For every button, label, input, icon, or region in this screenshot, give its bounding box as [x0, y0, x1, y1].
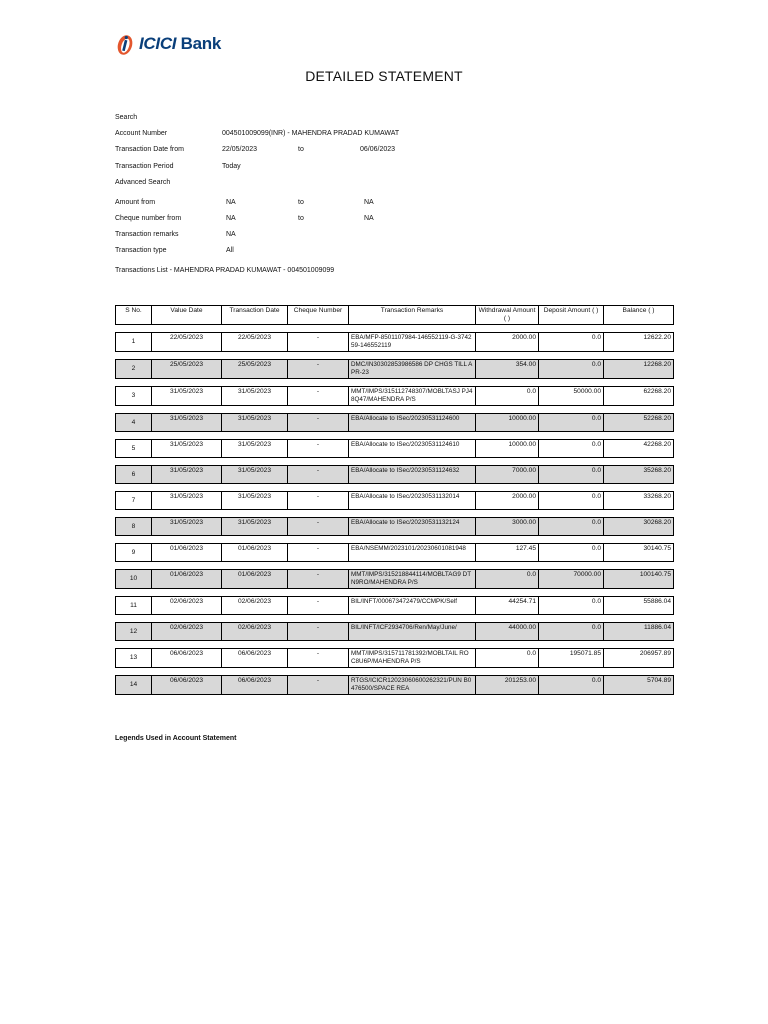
- cell-cheque-number: -: [287, 386, 348, 406]
- cell-remarks: BIL/INFT/ICF2934706/Ren/May/June/: [348, 622, 475, 641]
- cell-withdrawal: 0.0: [475, 386, 538, 406]
- cell-remarks: EBA/MFP-8501107984-146552119-G-374259-146552119: [348, 332, 475, 352]
- cell-remarks: DMC/IN30302853986586 DP CHGS TILL APR-23: [348, 359, 475, 379]
- cell-deposit: 0.0: [538, 596, 603, 615]
- cell-withdrawal: 44254.71: [475, 596, 538, 615]
- amount-to-value: NA: [364, 198, 374, 206]
- table-row: [115, 648, 674, 668]
- cell-balance: 5704.89: [603, 675, 674, 695]
- cell-cheque-number: -: [287, 332, 348, 352]
- cell-value-date: 02/06/2023: [151, 596, 221, 615]
- table-row: [115, 569, 674, 589]
- cell-transaction-date: 02/06/2023: [221, 596, 287, 615]
- cell-transaction-date: 31/05/2023: [221, 413, 287, 432]
- cell-withdrawal: 2000.00: [475, 332, 538, 352]
- column-header-cheque-number: Cheque Number: [287, 305, 348, 325]
- cell-sno: 8: [115, 517, 151, 536]
- cell-transaction-date: 31/05/2023: [221, 465, 287, 484]
- cell-value-date: 31/05/2023: [151, 517, 221, 536]
- cell-sno: 14: [115, 675, 151, 695]
- cell-transaction-date: 31/05/2023: [221, 386, 287, 406]
- cell-withdrawal: 10000.00: [475, 413, 538, 432]
- cell-deposit: 0.0: [538, 439, 603, 458]
- cell-withdrawal: 0.0: [475, 569, 538, 589]
- cell-withdrawal: 44000.00: [475, 622, 538, 641]
- cell-value-date: 01/06/2023: [151, 543, 221, 562]
- table-row: [115, 413, 674, 432]
- date-from-value: 22/05/2023: [222, 146, 258, 154]
- cell-withdrawal: 2000.00: [475, 491, 538, 510]
- transactions-list-label: Transactions List - MAHENDRA PRADAD KUMAWAT - 004501009099: [115, 267, 335, 274]
- cell-withdrawal: 127.45: [475, 543, 538, 562]
- cell-balance: 52268.20: [603, 413, 674, 432]
- cell-remarks: MMT/IMPS/315711781392/MOBLTAIL ROC8U6P/MAHENDRA P/S: [348, 648, 475, 668]
- amount-to-label: to: [298, 198, 304, 206]
- table-row: [115, 675, 674, 695]
- cell-cheque-number: -: [287, 359, 348, 379]
- column-header-deposit: Deposit Amount ( ): [538, 305, 603, 325]
- date-to-value: 06/06/2023: [360, 146, 396, 154]
- cell-sno: 9: [115, 543, 151, 562]
- type-value: All: [226, 247, 234, 255]
- table-row: [115, 491, 674, 510]
- cell-sno: 6: [115, 465, 151, 484]
- cell-value-date: 01/06/2023: [151, 569, 221, 589]
- cell-balance: 30140.75: [603, 543, 674, 562]
- bank-logo: [115, 30, 221, 58]
- cell-deposit: 70000.00: [538, 569, 603, 589]
- cell-value-date: 06/06/2023: [151, 675, 221, 695]
- cheque-to-value: NA: [364, 214, 374, 222]
- cell-cheque-number: -: [287, 675, 348, 695]
- cell-transaction-date: 01/06/2023: [221, 543, 287, 562]
- period-label: Transaction Period: [115, 162, 174, 170]
- cell-deposit: 0.0: [538, 465, 603, 484]
- cell-cheque-number: -: [287, 569, 348, 589]
- amount-from-value: NA: [226, 198, 236, 206]
- cell-sno: 7: [115, 491, 151, 510]
- cell-deposit: 0.0: [538, 622, 603, 641]
- cell-transaction-date: 01/06/2023: [221, 569, 287, 589]
- search-heading: Search: [115, 114, 138, 121]
- advanced-search-heading: Advanced Search: [115, 178, 171, 186]
- cheque-from-value: NA: [226, 214, 236, 222]
- cell-cheque-number: -: [287, 413, 348, 432]
- cell-deposit: 0.0: [538, 517, 603, 536]
- cell-remarks: EBA/Allocate to ISec/20230531124610: [348, 439, 475, 458]
- cheque-to-label: to: [298, 214, 304, 222]
- account-value: 004501009099(INR) - MAHENDRA PRADAD KUMAWAT: [222, 130, 400, 138]
- column-header-transaction-date: Transaction Date: [221, 305, 287, 325]
- cell-value-date: 31/05/2023: [151, 413, 221, 432]
- cell-remarks: MMT/IMPS/315218844114/MOBLTAG9 DTN9RO/MAHENDRA P/S: [348, 569, 475, 589]
- cell-value-date: 22/05/2023: [151, 332, 221, 352]
- cell-deposit: 0.0: [538, 491, 603, 510]
- cell-value-date: 31/05/2023: [151, 465, 221, 484]
- cell-transaction-date: 06/06/2023: [221, 648, 287, 668]
- table-row: [115, 622, 674, 641]
- cell-remarks: RTGS/ICICR12023060600262321/PUN B0476500/SPACE REA: [348, 675, 475, 695]
- table-row: [115, 543, 674, 562]
- page-title: DETAILED STATEMENT: [305, 68, 463, 84]
- cell-value-date: 31/05/2023: [151, 386, 221, 406]
- cell-sno: 10: [115, 569, 151, 589]
- cell-deposit: 0.0: [538, 543, 603, 562]
- cell-sno: 13: [115, 648, 151, 668]
- cell-withdrawal: 0.0: [475, 648, 538, 668]
- cell-remarks: EBA/NSEMM/2023101/20230601081948: [348, 543, 475, 562]
- table-row: [115, 386, 674, 406]
- legend-heading: Legends Used in Account Statement: [115, 735, 237, 742]
- cell-cheque-number: -: [287, 465, 348, 484]
- period-value: Today: [222, 162, 241, 170]
- account-label: Account Number: [115, 130, 168, 138]
- icici-logo-icon: [115, 31, 135, 57]
- cell-sno: 5: [115, 439, 151, 458]
- cell-balance: 42268.20: [603, 439, 674, 458]
- type-label: Transaction type: [115, 247, 167, 255]
- cell-remarks: EBA/Allocate to ISec/20230531132014: [348, 491, 475, 510]
- cell-cheque-number: -: [287, 596, 348, 615]
- cell-cheque-number: -: [287, 622, 348, 641]
- cell-transaction-date: 02/06/2023: [221, 622, 287, 641]
- cell-remarks: BIL/INFT/000673472479/CCMPK/Self: [348, 596, 475, 615]
- date-to-label: to: [298, 146, 304, 154]
- amount-from-label: Amount from: [115, 198, 156, 206]
- cell-balance: 100140.75: [603, 569, 674, 589]
- column-header-remarks: Transaction Remarks: [348, 305, 475, 325]
- cell-transaction-date: 25/05/2023: [221, 359, 287, 379]
- cell-deposit: 50000.00: [538, 386, 603, 406]
- cell-sno: 2: [115, 359, 151, 379]
- cheque-from-label: Cheque number from: [115, 214, 182, 222]
- cell-remarks: EBA/Allocate to ISec/20230531132124: [348, 517, 475, 536]
- transactions-table: [115, 298, 674, 702]
- cell-deposit: 195071.85: [538, 648, 603, 668]
- remarks-value: NA: [226, 231, 236, 239]
- cell-balance: 30268.20: [603, 517, 674, 536]
- remarks-label: Transaction remarks: [115, 231, 179, 239]
- table-row: [115, 332, 674, 352]
- cell-cheque-number: -: [287, 439, 348, 458]
- table-row: [115, 596, 674, 615]
- column-header-value-date: Value Date: [151, 305, 221, 325]
- cell-sno: 11: [115, 596, 151, 615]
- cell-transaction-date: 06/06/2023: [221, 675, 287, 695]
- cell-cheque-number: -: [287, 491, 348, 510]
- cell-remarks: EBA/Allocate to ISec/20230531124600: [348, 413, 475, 432]
- cell-deposit: 0.0: [538, 332, 603, 352]
- cell-sno: 12: [115, 622, 151, 641]
- table-header-row: [115, 305, 674, 325]
- cell-value-date: 02/06/2023: [151, 622, 221, 641]
- cell-withdrawal: 201253.00: [475, 675, 538, 695]
- cell-transaction-date: 31/05/2023: [221, 439, 287, 458]
- column-header-balance: Balance ( ): [603, 305, 674, 325]
- date-from-label: Transaction Date from: [115, 146, 184, 154]
- cell-withdrawal: 3000.00: [475, 517, 538, 536]
- cell-balance: 62268.20: [603, 386, 674, 406]
- cell-cheque-number: -: [287, 543, 348, 562]
- cell-balance: 11886.04: [603, 622, 674, 641]
- table-row: [115, 517, 674, 536]
- cell-withdrawal: 7000.00: [475, 465, 538, 484]
- cell-deposit: 0.0: [538, 359, 603, 379]
- cell-sno: 1: [115, 332, 151, 352]
- cell-cheque-number: -: [287, 648, 348, 668]
- cell-balance: 55886.04: [603, 596, 674, 615]
- table-row: [115, 465, 674, 484]
- cell-cheque-number: -: [287, 517, 348, 536]
- cell-remarks: EBA/Allocate to ISec/20230531124632: [348, 465, 475, 484]
- cell-withdrawal: 354.00: [475, 359, 538, 379]
- cell-transaction-date: 31/05/2023: [221, 517, 287, 536]
- cell-sno: 4: [115, 413, 151, 432]
- cell-value-date: 31/05/2023: [151, 491, 221, 510]
- cell-balance: 12268.20: [603, 359, 674, 379]
- table-row: [115, 359, 674, 379]
- cell-balance: 206957.89: [603, 648, 674, 668]
- cell-sno: 3: [115, 386, 151, 406]
- cell-balance: 12622.20: [603, 332, 674, 352]
- cell-deposit: 0.0: [538, 675, 603, 695]
- cell-balance: 33268.20: [603, 491, 674, 510]
- cell-remarks: MMT/IMPS/315112748307/MOBLTASJ PJ48Q47/MAHENDRA P/S: [348, 386, 475, 406]
- cell-value-date: 31/05/2023: [151, 439, 221, 458]
- cell-transaction-date: 31/05/2023: [221, 491, 287, 510]
- table-row: [115, 439, 674, 458]
- column-header-withdrawal: Withdrawal Amount ( ): [475, 305, 538, 325]
- column-header-sno: S No.: [115, 305, 151, 325]
- cell-withdrawal: 10000.00: [475, 439, 538, 458]
- cell-transaction-date: 22/05/2023: [221, 332, 287, 352]
- cell-deposit: 0.0: [538, 413, 603, 432]
- cell-value-date: 25/05/2023: [151, 359, 221, 379]
- bank-name: ICICI Bank: [139, 34, 222, 53]
- cell-balance: 35268.20: [603, 465, 674, 484]
- cell-value-date: 06/06/2023: [151, 648, 221, 668]
